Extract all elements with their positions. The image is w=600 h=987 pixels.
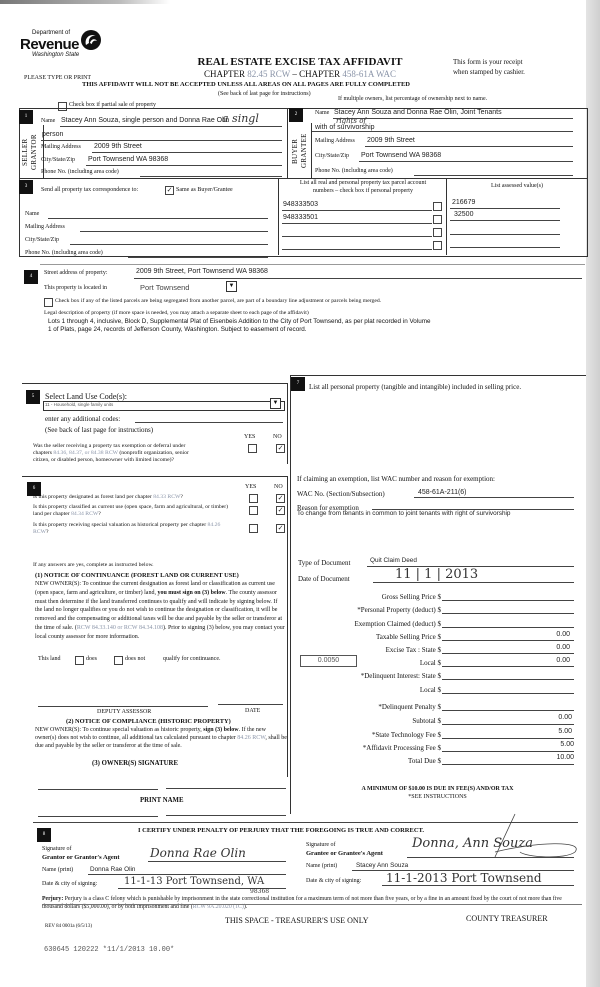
rcw-link[interactable]: 84.36, 84.37, or 84.38 RCW <box>53 450 118 456</box>
buyer-city-field[interactable]: Port Townsend WA 98368 <box>361 152 442 159</box>
buyer-side-panel <box>289 123 312 178</box>
segregated-checkbox[interactable] <box>44 298 53 307</box>
grantor-date-label: Date & city of signing: <box>42 881 98 887</box>
seller-name-label: Name <box>41 118 56 124</box>
reason-label: Reason for exemption <box>297 504 359 512</box>
partial-sale-label: Check box if partial sale of property <box>69 102 156 108</box>
buyer-name-line <box>333 118 573 119</box>
rcw-link[interactable]: 84.34 RCW <box>71 511 99 517</box>
forest-land-yes-checkbox[interactable] <box>249 494 258 503</box>
section-8-badge: 8 <box>37 828 51 842</box>
assessed-line <box>450 220 560 221</box>
print-name-label: PRINT NAME <box>140 797 184 804</box>
buyer-city-line <box>359 161 573 162</box>
perjury-rule <box>42 904 582 905</box>
fee-line <box>442 653 574 654</box>
section6-no-header: NO <box>274 484 283 490</box>
q-text: ? <box>98 511 101 517</box>
fee-line <box>442 764 574 765</box>
qualify-label: qualify for continuance. <box>163 656 221 662</box>
corr-phone-label: Phone No. (including area code) <box>25 250 103 256</box>
signature-flourish <box>395 812 585 862</box>
corr-phone-input[interactable] <box>128 257 268 258</box>
doc-date-label: Date of Document <box>298 575 350 583</box>
exemption-intro: If claiming an exemption, list WAC number and reason for exemption: <box>297 475 495 483</box>
section-2-badge: 2 <box>289 108 303 122</box>
notice-text: NEW OWNER(S): To continue the current designation as forest land or classification as current use (open space, farm and agriculture, or timber) land, <box>35 581 275 596</box>
doc-type-label: Type of Document <box>298 559 351 567</box>
parcel-number-field[interactable] <box>282 236 432 237</box>
fee-label: *Affidavit Processing Fee $ <box>362 744 441 752</box>
fee-label: *Personal Property (deduct) $ <box>357 606 441 614</box>
notice-continuance-title: (1) NOTICE OF CONTINUANCE (FOREST LAND OR CURRENT USE) <box>35 572 239 579</box>
exemption-yes-checkbox[interactable] <box>248 444 257 453</box>
warning-note: THIS AFFIDAVIT WILL NOT BE ACCEPTED UNLESS ALL AREAS ON ALL PAGES ARE FULLY COMPLETED <box>82 81 410 88</box>
forest-land-no-checkbox[interactable]: ✓ <box>277 494 284 502</box>
parcel-line <box>282 210 432 211</box>
parcel-column-divider <box>278 178 279 255</box>
deputy-assessor-signature-line[interactable] <box>38 706 208 707</box>
please-type-note: PLEASE TYPE OR PRINT <box>24 75 92 81</box>
legal-description-label: Legal description of property (if more space is needed, you may attach a separate sheet to each page of the affidavit) <box>44 310 309 316</box>
form-title: REAL ESTATE EXCISE TAX AFFIDAVIT <box>197 56 403 68</box>
grantee-signature[interactable]: Donna, Ann Souza <box>412 836 533 851</box>
rcw-link[interactable]: 84.26 RCW <box>33 522 221 535</box>
buyer-label: BUYER <box>291 138 299 164</box>
seller-city-field[interactable]: Port Townsend WA 98368 <box>88 156 169 163</box>
perjury-text: ). <box>243 904 248 910</box>
exemption-question-line2 <box>33 450 243 457</box>
chevron-down-icon: ▼ <box>272 400 279 406</box>
personal-property-checkbox[interactable] <box>433 241 442 250</box>
street-address-field[interactable]: 2009 9th Street, Port Townsend WA 98368 <box>136 268 268 275</box>
reason-field[interactable]: To change from tenants in common to joint tenants with right of survivorship <box>297 510 511 517</box>
doc-date-line <box>373 582 574 583</box>
county-treasurer-label: COUNTY TREASURER <box>466 914 548 923</box>
assessed-line <box>450 208 560 209</box>
seller-name-continued[interactable]: person <box>42 131 64 138</box>
personal-property-checkbox[interactable] <box>433 215 442 224</box>
personal-property-checkbox[interactable] <box>433 202 442 211</box>
seller-mailing-field[interactable]: 2009 9th Street <box>94 143 142 150</box>
parcel-number-field[interactable] <box>282 249 432 250</box>
rcw-link[interactable]: RCW 84.33.140 or RCW 84.34.108 <box>76 624 163 631</box>
owner-signature-line-1[interactable] <box>38 789 158 790</box>
street-address-label: Street address of property: <box>44 270 108 276</box>
current-use-yes-checkbox[interactable] <box>249 506 258 515</box>
perjury-text: Perjury is a class C felony which is punishable by imprisonment in the state correctional institution for a maximum term of not more than five years, or by a fine in an amount fixed by the court of not more than five thousand dollars ($5,000.00), or by both imprisonment and fine ( <box>42 896 562 910</box>
notice-continuance-text <box>35 580 285 642</box>
grantor-name-label: Name (print) <box>42 867 74 873</box>
grantee-name-field[interactable]: Stacey Ann Souza <box>356 862 409 869</box>
same-as-buyer-checkbox[interactable]: ✓ <box>166 186 173 194</box>
land-use-dropdown[interactable] <box>270 398 281 409</box>
located-in-dropdown[interactable] <box>226 281 237 292</box>
corr-name-input[interactable] <box>48 218 268 219</box>
chapter-prefix: CHAPTER <box>204 69 248 79</box>
section4-top-rule <box>40 264 585 265</box>
chevron-down-icon: ▼ <box>228 283 235 289</box>
receipt-note-1: This form is your receipt <box>453 58 523 66</box>
notice-bold: you must sign on (3) below <box>157 589 226 596</box>
grantee-date-label: Date & city of signing: <box>306 878 362 884</box>
doc-date-field[interactable]: 11 | 1 | 2013 <box>395 567 479 582</box>
same-as-buyer-label: Same as Buyer/Grantee <box>176 187 233 193</box>
grantee-date-line <box>382 885 574 886</box>
print-name-line-2[interactable] <box>166 815 286 816</box>
logo-line1: Department of <box>32 30 71 36</box>
fee-label: Excise Tax : State $ <box>385 646 441 654</box>
buyer-phone-line <box>414 175 573 176</box>
perjury-notice <box>42 895 582 911</box>
does-label: does <box>86 656 97 662</box>
fee-label: Local $ <box>419 659 441 667</box>
parcel-line <box>282 223 432 224</box>
send-correspondence-label: Send all property tax correspondence to: <box>41 187 139 193</box>
located-in-label: This property is located in <box>44 285 107 291</box>
does-not-qualify-checkbox[interactable] <box>114 656 123 665</box>
current-use-no-checkbox[interactable]: ✓ <box>277 506 284 514</box>
seller-mailing-line <box>92 152 282 153</box>
see-instructions-note: *SEE INSTRUCTIONS <box>408 794 467 800</box>
legal-description-line2[interactable]: 1 of Plats, page 24, records of Jefferson County, Washington. Subject to easement of record. <box>48 326 307 333</box>
notice-text: . If the new owner(s) does not wish to continue, all additional tax calculated pursuant to chapter <box>35 727 266 741</box>
fee-label: *State Technology Fee $ <box>371 731 441 739</box>
grantor-date-field[interactable]: 11-1-13 Port Townsend, WA <box>124 876 265 887</box>
street-address-line <box>134 278 582 279</box>
personal-property-checkbox[interactable] <box>433 228 442 237</box>
grantee-sig-label-2: Grantee or Grantee's Agent <box>306 850 383 857</box>
section-6-badge: 6 <box>27 482 41 496</box>
grantor-sig-label-1: Signature of <box>42 846 72 852</box>
exemption-question-line3: citizen, or disabled person, homeowner with limited income)? <box>33 457 175 463</box>
doc-type-field[interactable]: Quit Claim Deed <box>370 557 417 564</box>
fee-line <box>442 724 574 725</box>
buyer-phone-label: Phone No. (including area code) <box>315 168 393 174</box>
segregated-label: Check box if any of the listed parcels are being segregated from another parcel, are part of a boundary line adjustment or parcels being merged. <box>55 298 382 304</box>
total-due-value[interactable]: 10.00 <box>556 754 574 761</box>
fee-label: *Delinquent Penalty $ <box>378 703 441 711</box>
notice-compliance-text <box>35 726 287 750</box>
gross-selling-price-field[interactable] <box>442 600 574 601</box>
scan-edge-shadow <box>0 0 170 4</box>
receipt-note-2: when stamped by cashier. <box>453 68 525 76</box>
see-back-note: (See back of last page for instructions) <box>218 91 311 97</box>
taxable-selling-price-value[interactable]: 0.00 <box>556 631 570 638</box>
seller-name-line-2 <box>41 140 282 141</box>
dor-swirl-logo-icon <box>80 29 102 51</box>
buyer-mailing-line <box>365 146 573 147</box>
section-5-badge: 5 <box>26 390 40 404</box>
state-tech-fee-value[interactable]: 5.00 <box>558 728 572 735</box>
minimum-due-note: A MINIMUM OF $10.00 IS DUE IN FEE(S) AND/OR TAX <box>361 786 514 792</box>
section-4-badge: 4 <box>24 270 38 284</box>
assessed-header: List assessed value(s) <box>491 183 543 189</box>
parcel-number-field[interactable]: 948333501 <box>283 214 319 221</box>
seller-mailing-label: Mailing Address <box>41 144 81 150</box>
seller-city-label: City/State/Zip <box>41 157 75 163</box>
delinquent-interest-state-field[interactable] <box>442 679 574 680</box>
q-text: (nonprofit organization, senior <box>117 450 189 456</box>
land-use-label: Select Land Use Code(s): <box>45 392 127 401</box>
seller-phone-line <box>140 176 282 177</box>
forest-land-question <box>33 494 238 501</box>
grantor-name-line <box>88 874 286 875</box>
q-text: Is this property designated as forest land per chapter <box>33 494 154 500</box>
chapter-wac-link[interactable]: 458-61A WAC <box>342 69 396 79</box>
assessed-value-field[interactable]: 32500 <box>454 211 474 218</box>
grantor-name-field[interactable]: Donna Rae Olin <box>90 866 136 873</box>
notice-compliance-title: (2) NOTICE OF COMPLIANCE (HISTORIC PROPERTY) <box>66 718 231 725</box>
buyer-name-label: Name <box>315 110 330 116</box>
seller-name-line <box>60 126 282 127</box>
additional-codes-input[interactable] <box>135 422 283 423</box>
seller-name-handwriting: a singl <box>222 112 259 125</box>
excise-tax-local-value[interactable]: 0.00 <box>556 657 570 664</box>
fee-line <box>442 751 574 752</box>
corr-city-label: City/State/Zip <box>25 237 59 243</box>
seller-phone-label: Phone No. (including area code) <box>41 169 119 175</box>
buyer-mailing-label: Mailing Address <box>315 138 355 144</box>
section-7-badge: 7 <box>291 377 305 391</box>
grantor-sig-line <box>148 861 286 862</box>
personal-property-label: List all personal property (tangible and intangible) included in selling price. <box>309 383 522 391</box>
parcel-number-field[interactable]: 948333503 <box>283 201 319 208</box>
buyer-city-label: City/State/Zip <box>315 153 349 159</box>
additional-codes-label: enter any additional codes: <box>45 415 121 423</box>
fee-label: *Delinquent Interest: State $ <box>360 672 441 680</box>
section5-see-back: (See back of last page for instructions) <box>45 426 154 434</box>
located-in-select[interactable]: Port Townsend <box>140 283 190 292</box>
scan-edge-strip <box>586 0 600 987</box>
q-text: ? <box>180 494 183 500</box>
wac-line <box>414 497 574 498</box>
seller-label: SELLER <box>21 138 29 166</box>
deputy-date-line[interactable] <box>218 704 283 705</box>
deputy-assessor-label: DEPUTY ASSESSOR <box>97 709 152 715</box>
notice-text: . The county assessor must then determine if the land transferred continues to qualify and will indicate by signing below. If the land no longer qualifies or you do not wish to continue the designation or classification, it will be removed and the compensating or additional taxes will be due and payable by the seller or transferor at the time of sale. ( <box>35 589 283 631</box>
logo-line2: Revenue <box>20 36 80 53</box>
grantor-zip-handwriting: 98368 <box>250 888 270 895</box>
perjury-label: Perjury: <box>42 896 64 902</box>
section5-no-header: NO <box>273 434 282 440</box>
grantee-date-field[interactable]: 11-1-2013 Port Townsend <box>386 871 542 885</box>
grantee-label: GRANTEE <box>300 133 308 169</box>
exemption-claimed-field[interactable] <box>442 627 574 628</box>
section-3-badge: 3 <box>19 180 33 194</box>
buyer-mailing-field[interactable]: 2009 9th Street <box>367 137 415 144</box>
fee-line <box>442 640 574 641</box>
buyer-name-line-2 <box>312 131 573 132</box>
buyer-name-continued[interactable]: with of survivorship <box>315 124 375 131</box>
exemption-no-checkbox[interactable]: ✓ <box>277 444 284 452</box>
notice-text: ). Prior to signing (3) below, you may contact your local county assessor for more information. <box>35 624 285 640</box>
excise-tax-state-value[interactable]: 0.00 <box>556 644 570 651</box>
exemption-question-line1: Was the seller receiving a property tax exemption or deferral under <box>33 443 186 449</box>
corr-city-input[interactable] <box>70 244 268 245</box>
fee-label: Total Due $ <box>408 757 441 765</box>
parties-divider <box>19 178 587 179</box>
form-chapter <box>170 69 430 79</box>
certify-statement: I CERTIFY UNDER PENALTY OF PERJURY THAT THE FOREGOING IS TRUE AND CORRECT. <box>138 827 425 834</box>
corr-mailing-label: Mailing Address <box>25 224 65 230</box>
section-1-badge: 1 <box>19 110 33 124</box>
rcw-link[interactable]: 84.33 RCW <box>153 494 181 500</box>
q-text: chapters <box>33 450 54 456</box>
exemption-question <box>33 443 243 464</box>
section6-yes-header: YES <box>245 484 257 490</box>
corr-mailing-input[interactable] <box>80 231 268 232</box>
assessed-value-field[interactable]: 216679 <box>452 199 476 206</box>
seller-buyer-divider <box>287 108 288 178</box>
wac-number-field[interactable]: 458-61A-211(6) <box>418 489 467 496</box>
fee-label: Taxable Selling Price $ <box>375 633 441 641</box>
multiple-owners-note: If multiple owners, list percentage of ownership next to name. <box>338 96 488 102</box>
treasurer-space-label: THIS SPACE - TREASURER'S USE ONLY <box>225 916 369 925</box>
buyer-name-field[interactable]: Stacey Ann Souza and Donna Rae Olin, Joint Tenants <box>334 109 502 116</box>
buyer-name-handwriting: rights of <box>336 117 367 125</box>
fee-label: Exemption Claimed (deduct) $ <box>354 620 441 628</box>
owner-signature-line-2[interactable] <box>166 788 286 789</box>
fee-line <box>442 666 574 667</box>
assessed-value-field[interactable] <box>450 247 560 248</box>
grantor-label: GRANTOR <box>30 134 38 170</box>
wac-label: WAC No. (Section/Subsection) <box>297 490 385 498</box>
q-text: Is this property classified as current use (open space, farm and agricultural, or timber) land per chapter <box>33 504 229 517</box>
cashier-stamp: 630645 120222 *11/1/2013 10.00* <box>44 946 175 954</box>
this-land-label: This land <box>38 656 61 662</box>
notice-text: NEW OWNER(S): To continue special valuation as historic property, <box>35 727 204 733</box>
if-any-yes-note: If any answers are yes, complete as instructed below. <box>33 562 154 568</box>
delinquent-penalty-field[interactable] <box>442 710 574 711</box>
rcw-link[interactable]: 84.26 RCW <box>237 735 266 741</box>
chapter-mid: – CHAPTER <box>290 69 343 79</box>
dor-logo <box>20 28 90 68</box>
q-text: ? <box>45 529 49 535</box>
grantor-signature[interactable]: Donna Rae Olin <box>150 846 246 860</box>
land-use-select[interactable] <box>43 401 285 411</box>
assessed-column-divider <box>446 178 447 255</box>
rcw-link[interactable]: RCW 9A.20.020 (1C) <box>192 904 244 910</box>
parcel-header-1: List all real and personal property tax parcel account <box>299 180 427 186</box>
personal-property-deduct-field[interactable] <box>442 613 574 614</box>
current-use-question <box>33 504 233 518</box>
corr-name-label: Name <box>25 211 40 217</box>
historic-yes-checkbox[interactable] <box>249 524 258 533</box>
section5-yes-header: YES <box>244 434 256 440</box>
fee-label: Gross Selling Price $ <box>381 593 441 601</box>
fee-label: Local $ <box>419 686 441 694</box>
historic-no-checkbox[interactable]: ✓ <box>277 524 284 532</box>
assessed-value-field[interactable] <box>450 234 560 235</box>
deputy-date-label: DATE <box>245 708 261 714</box>
q-text: Is this property receiving special valuation as historical property per chapter <box>33 522 208 528</box>
print-name-line-1[interactable] <box>38 816 158 817</box>
parcel-header-2: numbers – check box if personal property <box>313 188 413 194</box>
legal-description-line1[interactable]: Lots 1 through 4, inclusive, Block D, Supplemental Plat of Eisenbeis Addition to the City of Port Townsend, as per plat recorded in Volume <box>48 318 431 325</box>
chapter-rcw-link[interactable]: 82.45 RCW <box>247 69 291 79</box>
fee-label: Subtotal $ <box>412 717 441 725</box>
does-not-label: does not <box>125 656 146 662</box>
historic-question <box>33 522 233 536</box>
fee-line <box>442 738 574 739</box>
does-qualify-checkbox[interactable] <box>75 656 84 665</box>
affidavit-fee-value[interactable]: 5.00 <box>560 741 574 748</box>
owner-signature-title: (3) OWNER(S) SIGNATURE <box>92 760 178 767</box>
grantee-sig-label-1: Signature of <box>306 842 336 848</box>
delinquent-interest-local-field[interactable] <box>442 693 574 694</box>
grantor-sig-label-2: Grantor or Grantor's Agent <box>42 854 120 861</box>
grantee-name-label: Name (print) <box>306 863 338 869</box>
rev-code: REV 84 0001a (6/5/13) <box>45 924 92 929</box>
logo-line3: Washington State <box>32 52 80 58</box>
local-rate-field[interactable] <box>300 655 357 667</box>
subtotal-value[interactable]: 0.00 <box>558 714 572 721</box>
seller-name-field[interactable]: Stacey Ann Souza, single person and Donna Rae Olin <box>61 117 230 124</box>
seller-city-line <box>86 165 282 166</box>
notice-bold: sign (3) below <box>203 727 239 733</box>
notice-text: , shall be due and payable by the seller or transferor at the time of sale. <box>35 735 287 749</box>
land-use-value: 11 - Household, single family units <box>45 402 114 407</box>
local-rate-value: 0.0050 <box>317 657 340 664</box>
